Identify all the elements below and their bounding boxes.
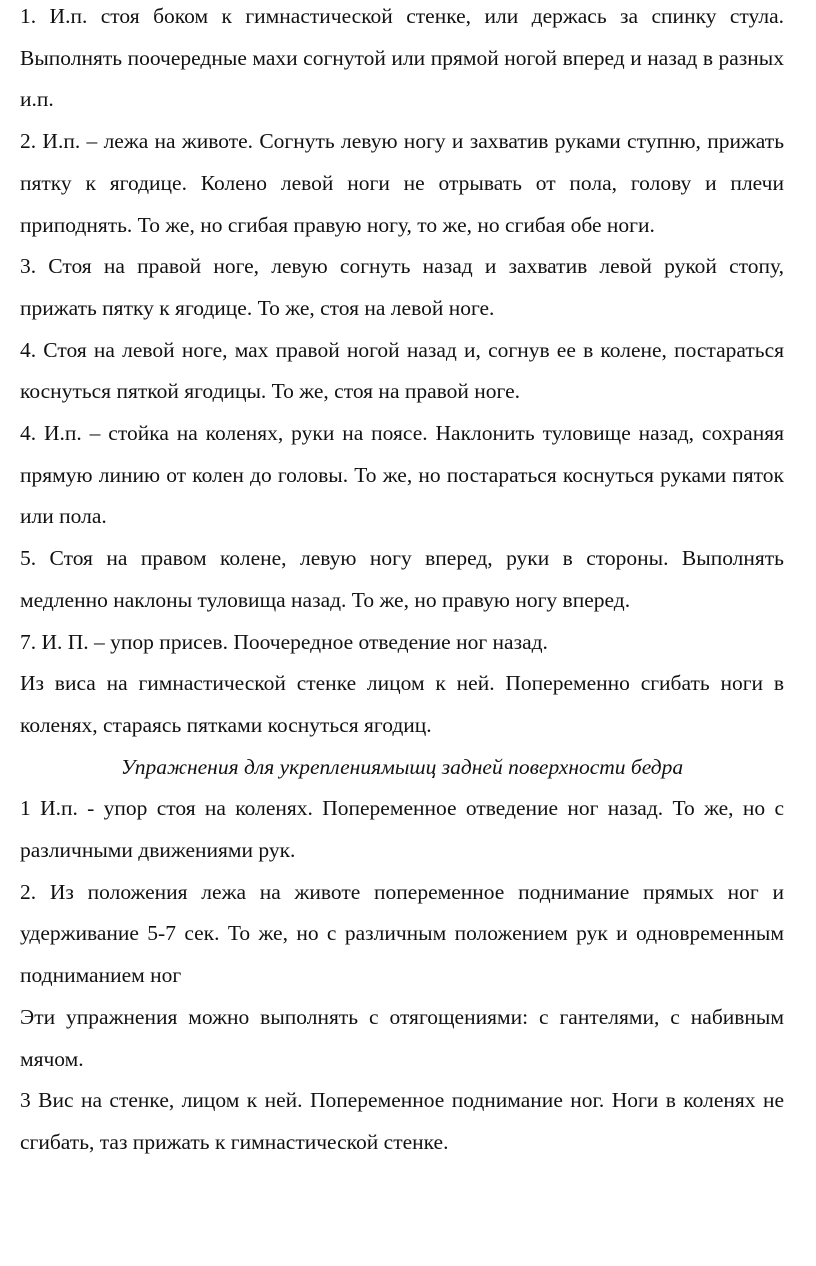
hamstring-paragraph-3: Эти упражнения можно выполнять с отягощениями: с гантелями, с набивным мячом.	[20, 1004, 784, 1071]
exercise-paragraph-7: 7. И. П. – упор присев. Поочередное отведение ног назад.	[20, 629, 548, 654]
exercise-paragraph-1: 1. И.п. стоя боком к гимнастической стенке, или держась за спинку стула. Выполнять поочередные махи согнутой или прямой ногой вперед и назад в разных и.п.	[20, 4, 784, 112]
hamstring-paragraph-4: 3 Вис на стенке, лицом к ней. Попеременное поднимание ног. Ноги в коленях не сгибать, таз прижать к гимнастической стенке.	[20, 1088, 784, 1154]
exercise-paragraph-2: 2. И.п. – лежа на животе. Согнуть левую ногу и захватив руками ступню, прижать пятку к ягодице. Колено левой ноги не отрывать от пола, голову и плечи приподнять. То же, но сгибая правую ногу, то же, но сгибая обе ноги.	[20, 129, 784, 237]
exercise-paragraph-8: Из виса на гимнастической стенке лицом к ней. Попеременно сгибать ноги в коленях, стараясь пятками коснуться ягодиц.	[20, 671, 784, 737]
exercise-paragraph-4: 4. Стоя на левой ноге, мах правой ногой назад и, согнув ее в колене, постараться коснуться пяткой ягодицы. То же, стоя на правой ноге.	[20, 337, 784, 404]
section-heading: Упражнения для укреплениямышц задней поверхности бедра	[120, 754, 684, 779]
hamstring-paragraph-2: 2. Из положения лежа на животе попеременное поднимание прямых ног и удерживание 5-7 сек. То же, но с различным положением рук и одновременным подниманием ног	[20, 879, 784, 988]
exercise-paragraph-3: 3. Стоя на правой ноге, левую согнуть назад и захватив левой рукой стопу, прижать пятку к ягодице. То же, стоя на левой ноге.	[20, 254, 784, 320]
exercise-paragraph-6: 5. Стоя на правом колене, левую ногу вперед, руки в стороны. Выполнять медленно наклоны туловища назад. То же, но правую ногу вперед.	[20, 546, 784, 612]
exercise-paragraph-5: 4. И.п. – стойка на коленях, руки на поясе. Наклонить туловище назад, сохраняя прямую линию от колен до головы. То же, но постараться коснуться руками пяток или пола.	[20, 421, 784, 529]
hamstring-paragraph-1: 1 И.п. - упор стоя на коленях. Попеременное отведение ног назад. То же, но с различными движениями рук.	[20, 796, 784, 863]
